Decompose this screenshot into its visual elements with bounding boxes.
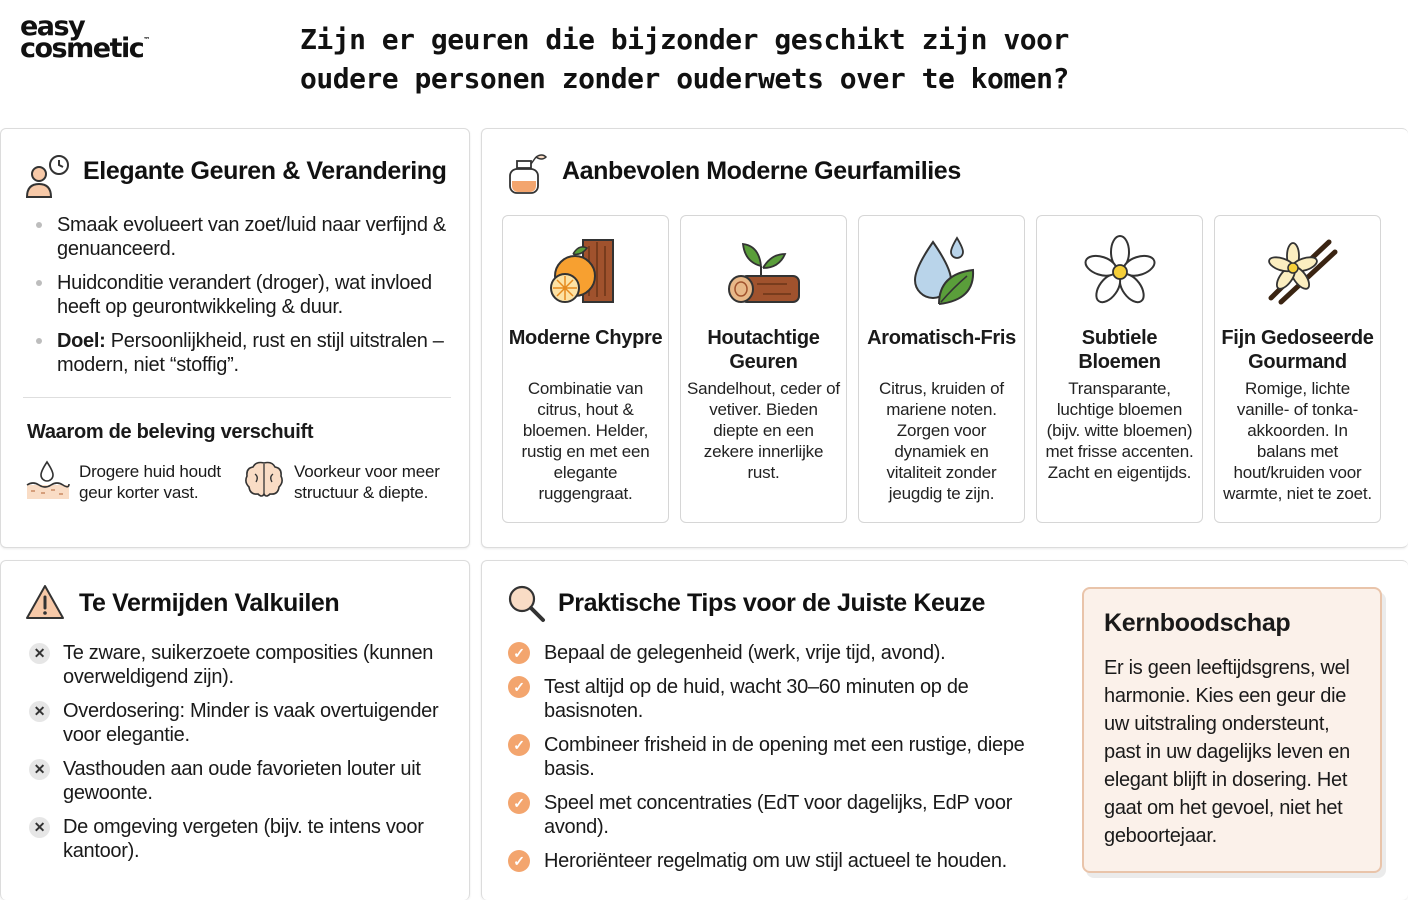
- why-text-2: Voorkeur voor meer structuur & diepte.: [294, 462, 440, 502]
- check-icon: ✓: [508, 734, 530, 756]
- key-message-box: [1082, 587, 1382, 873]
- page-title: Zijn er geuren die bijzonder geschikt zijn voor oudere personen zonder ouderwets over te komen?: [300, 23, 1069, 95]
- brand-line2: cosmetic™: [20, 33, 151, 65]
- pitfalls-list: [29, 641, 459, 873]
- pitfall-item: ✕ Vasthouden aan oude favorieten louter uit gewoonte.: [29, 757, 459, 805]
- x-icon: ✕: [29, 759, 50, 780]
- white-flower-icon: [1075, 232, 1165, 312]
- check-icon: ✓: [508, 792, 530, 814]
- bullet-item: Huidconditie verandert (droger), wat invloed heeft op geurontwikkeling & duur.: [29, 271, 454, 319]
- check-icon: ✓: [508, 642, 530, 664]
- log-leaves-icon: [719, 232, 809, 312]
- families-panel: [481, 128, 1408, 548]
- why-subhead: Waarom de beleving verschuift: [27, 421, 314, 443]
- family-card: [680, 215, 847, 523]
- family-card: [1214, 215, 1381, 523]
- families-title: Aanbevolen Moderne Geurfamilies: [562, 157, 961, 185]
- water-leaf-icon: [897, 232, 987, 312]
- tip-item: ✓ Speel met concentraties (EdT voor dagelijks, EdP voor avond).: [508, 791, 1048, 839]
- elegant-panel: [0, 128, 470, 548]
- x-icon: ✕: [29, 701, 50, 722]
- family-desc: Sandelhout, ceder of vetiver. Bieden diepte en een zekere innerlijke rust.: [687, 379, 840, 482]
- check-icon: ✓: [508, 850, 530, 872]
- key-message-title: Kernboodschap: [1104, 609, 1291, 637]
- brand-logo: [20, 11, 190, 65]
- family-name: Subtiele Bloemen: [1078, 327, 1161, 373]
- family-name: Aromatisch-Fris: [867, 327, 1016, 349]
- key-message-text: Er is geen leeftijdsgrens, wel harmonie. Kies een geur die uw uitstraling ondersteunt, past in uw dagelijks leven en elegant blijft in dosering. Het gaat om het gevoel, niet het geboortejaar.: [1104, 657, 1350, 847]
- family-card: [858, 215, 1025, 523]
- dry-skin-icon: [25, 459, 71, 501]
- pitfalls-title: Te Vermijden Valkuilen: [79, 589, 340, 617]
- family-desc: Romige, lichte vanille- of tonka-akkoorden. In balans met hout/kruiden voor warmte, niet te zoet.: [1223, 379, 1372, 503]
- family-name: Fijn Gedoseerde Gourmand: [1221, 327, 1374, 373]
- magnifier-icon: [506, 583, 546, 623]
- pitfall-item: ✕ Overdosering: Minder is vaak overtuigender voor elegantie.: [29, 699, 459, 747]
- tips-panel: [481, 560, 1408, 900]
- perfume-bottle-icon: [506, 149, 552, 197]
- elegant-title: Elegante Geuren & Verandering: [83, 157, 447, 185]
- tip-item: ✓ Combineer frisheid in de opening met een rustige, diepe basis.: [508, 733, 1048, 781]
- family-desc: Citrus, kruiden of mariene noten. Zorgen voor dynamiek en vitaliteit zonder jeugdig te zijn.: [879, 379, 1004, 503]
- brain-icon: [243, 459, 285, 499]
- pitfall-item: ✕ Te zware, suikerzoete composities (kunnen overweldigend zijn).: [29, 641, 459, 689]
- pitfall-item: ✕ De omgeving vergeten (bijv. te intens voor kantoor).: [29, 815, 459, 863]
- why-text-1: Drogere huid houdt geur korter vast.: [79, 462, 221, 502]
- family-name: Houtachtige Geuren: [707, 327, 820, 373]
- family-desc: Transparante, luchtige bloemen (bijv. witte bloemen) met frisse accenten. Zacht en eigentijds.: [1045, 379, 1194, 482]
- warning-icon: [25, 583, 65, 621]
- citrus-wood-icon: [541, 232, 631, 312]
- family-name: Moderne Chypre: [508, 327, 663, 349]
- bullet-item: Smaak evolueert van zoet/luid naar verfijnd & genuanceerd.: [29, 213, 454, 261]
- vanilla-icon: [1253, 232, 1343, 312]
- x-icon: ✕: [29, 817, 50, 838]
- check-icon: ✓: [508, 676, 530, 698]
- bullet-item: Doel: Persoonlijkheid, rust en stijl uitstralen – modern, niet “stoffig”.: [29, 329, 454, 377]
- family-card: [502, 215, 669, 523]
- person-clock-icon: [23, 151, 73, 201]
- elegant-bullets: [29, 213, 454, 387]
- tip-item: ✓ Heroriënteer regelmatig om uw stijl actueel te houden.: [508, 849, 1048, 873]
- tip-item: ✓ Bepaal de gelegenheid (werk, vrije tijd, avond).: [508, 641, 1048, 665]
- x-icon: ✕: [29, 643, 50, 664]
- tip-item: ✓ Test altijd op de huid, wacht 30–60 minuten op de basisnoten.: [508, 675, 1048, 723]
- pitfalls-panel: [0, 560, 470, 900]
- brand-line1: easy: [20, 11, 85, 42]
- tips-list: [508, 641, 1048, 883]
- tips-title: Praktische Tips voor de Juiste Keuze: [558, 589, 985, 617]
- family-card: [1036, 215, 1203, 523]
- divider: [23, 397, 451, 398]
- family-desc: Combinatie van citrus, hout & bloemen. Helder, rustig en met een elegante ruggengraat.: [521, 379, 650, 503]
